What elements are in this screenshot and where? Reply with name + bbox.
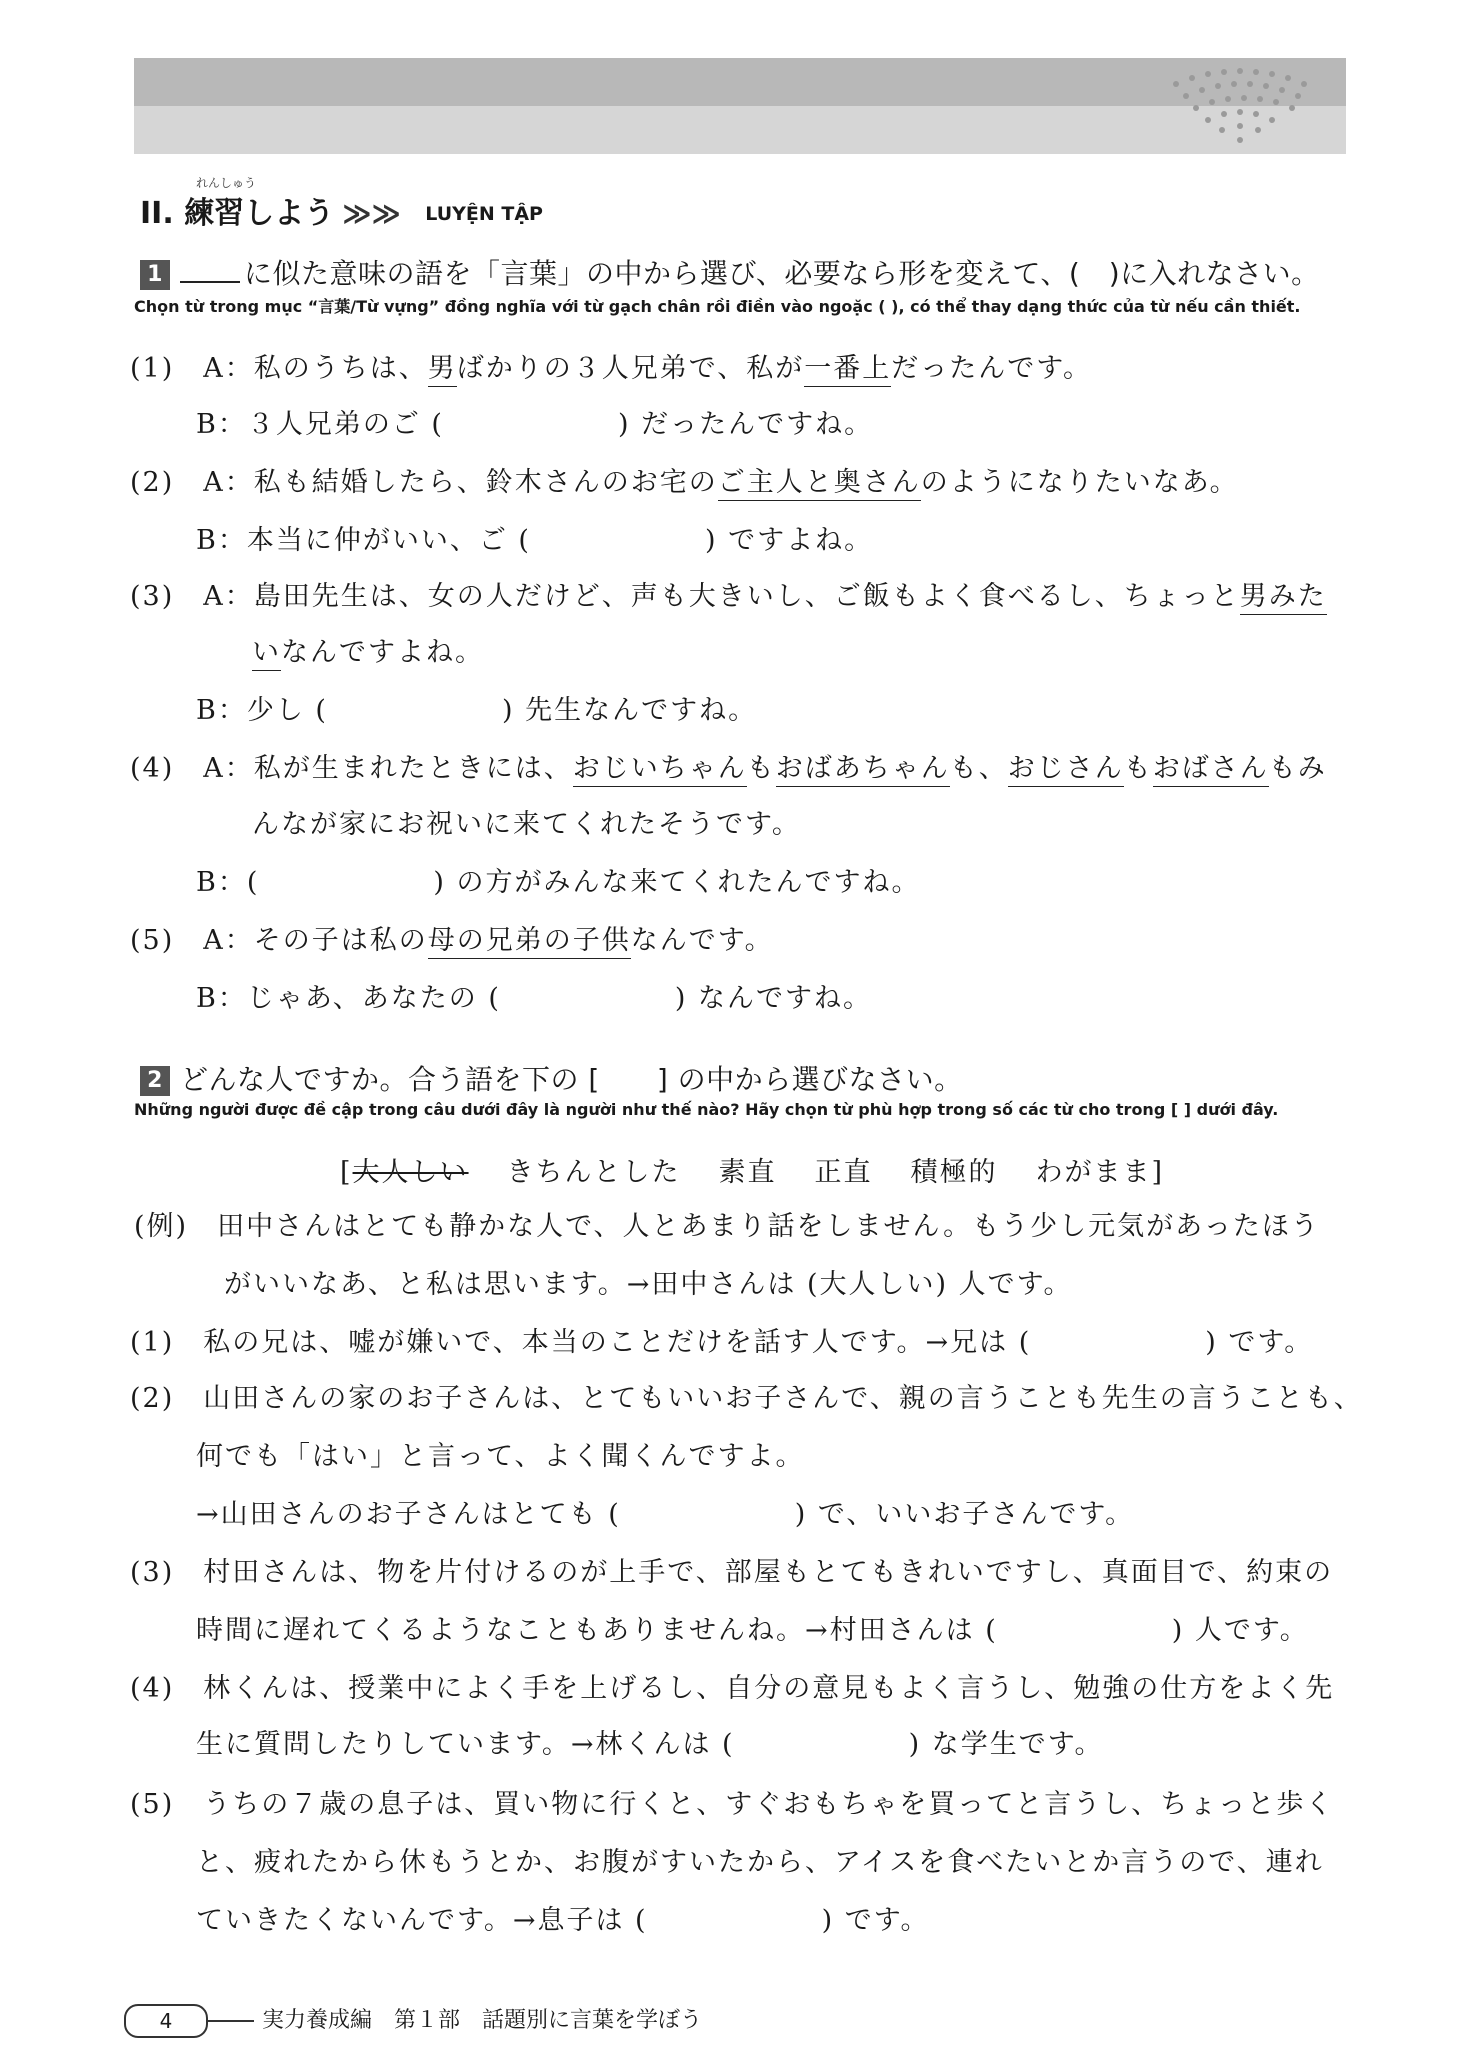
exercise1-subtitle: Chọn từ trong mục “言葉/Từ vựng” đồng nghĩa với từ gạch chân rồi điền vào ngoặc ( ), có thể thay dạng thức của từ nếu cần thiết. <box>134 297 1301 316</box>
exercise1-instruction <box>140 252 1320 292</box>
ex1-q3-b: B：少し ( ) 先生なんですね。 <box>196 695 758 726</box>
question-number: (1) <box>130 353 175 384</box>
underlined-word: い <box>252 637 281 671</box>
ex2-q4-line1: (4) 林くんは、授業中によく手を上げるし、自分の意見もよく言うし、勉強の仕方をよく先 <box>130 1673 1335 1704</box>
ex1-q4-a <box>130 746 1327 785</box>
ex2-q2-line2: 何でも「はい」と言って、よく聞くんですよ。 <box>196 1441 805 1472</box>
ex2-q5-line1: (5) うちの７歳の息子は、買い物に行くと、すぐおもちゃを買ってと言うし、ちょっと歩く <box>130 1789 1335 1820</box>
text: も <box>746 753 776 784</box>
exercise2-instruction <box>140 1058 963 1098</box>
underline-blank <box>180 257 240 283</box>
ex1-q3-a <box>130 574 1327 613</box>
ex1-q1-b: B：３人兄弟のご ( ) だったんですね。 <box>196 409 874 440</box>
underlined-word: 男みた <box>1240 581 1327 615</box>
text: A：島田先生は、女の人だけど、声も大きいし、ご飯もよく食べるし、ちょっと <box>203 581 1240 612</box>
underlined-word: おばあちゃん <box>776 753 950 787</box>
question-number: (3) <box>130 581 175 612</box>
word-choice: 素直 <box>718 1157 777 1188</box>
ex2-q4-line2: 生に質問したりしています。→林くんは ( ) な学生です。 <box>196 1729 1104 1760</box>
ex1-q2-b: B：本当に仲がいい、ご ( ) ですよね。 <box>196 525 874 556</box>
header-band <box>134 58 1346 154</box>
section-title-vi: LUYỆN TẬP <box>425 203 543 225</box>
ex2-q3-line1: (3) 村田さんは、物を片付けるのが上手で、部屋もとてもきれいですし、真面目で、約束の <box>130 1557 1334 1588</box>
question-number: (5) <box>130 925 175 956</box>
underlined-word: おばさん <box>1153 753 1269 787</box>
underlined-word: ご主人と奥さん <box>718 467 921 501</box>
underlined-word: おじいちゃん <box>573 753 747 787</box>
ex2-q2-line3: →山田さんのお子さんはとても ( ) で、いいお子さんです。 <box>196 1499 1135 1530</box>
page-footer <box>124 2003 702 2038</box>
word-choice: きちんとした <box>506 1157 681 1188</box>
exercise1-badge: 1 <box>140 260 170 290</box>
text: A：私も結婚したら、鈴木さんのお宅の <box>203 467 718 498</box>
text: も、 <box>949 753 1008 784</box>
exercise1-instruction-text: に似た意味の語を「言葉」の中から選び、必要なら形を変えて、( )に入れなさい。 <box>244 257 1320 290</box>
text: なんです。 <box>630 925 774 956</box>
section-numeral: II. <box>140 196 174 231</box>
text: ばかりの３人兄弟で、私が <box>456 353 805 384</box>
word-choice-used: 大人しい <box>352 1157 469 1188</box>
word-choice: 正直 <box>814 1157 873 1188</box>
section-title <box>140 188 543 232</box>
ex2-q3-line2: 時間に遅れてくるようなこともありませんね。→村田さんは ( ) 人です。 <box>196 1615 1309 1646</box>
text: もみ <box>1268 753 1327 784</box>
text: のようになりたいなあ。 <box>920 467 1239 498</box>
text: A：私が生まれたときには、 <box>203 753 573 784</box>
bracket-close: ] <box>1151 1157 1165 1188</box>
text: なんですよね。 <box>281 637 484 668</box>
section-title-jp: 練習しよう <box>184 196 335 231</box>
ex2-q2-line1: (2) 山田さんの家のお子さんは、とてもいいお子さんで、親の言うことも先生の言うことも、 <box>130 1383 1363 1414</box>
ex1-q1-a <box>130 346 1092 385</box>
underlined-word: 一番上 <box>804 353 891 387</box>
ex1-q2-a <box>130 460 1239 499</box>
ex1-q4-b: B：( ) の方がみんな来てくれたんですね。 <box>196 867 921 898</box>
double-arrow-icon-2: ≫ <box>371 197 393 230</box>
underlined-word: おじさん <box>1008 753 1124 787</box>
ex1-q3-a-cont <box>252 630 484 669</box>
text: だったんです。 <box>891 353 1093 384</box>
ex2-example-line1: (例) 田中さんはとても静かな人で、人とあまり話をしません。もう少し元気があったほう <box>134 1211 1320 1242</box>
footer-rule <box>208 2020 254 2022</box>
question-number: (4) <box>130 753 175 784</box>
word-choice: 積極的 <box>910 1157 998 1188</box>
text: A：その子は私の <box>203 925 428 956</box>
ex1-q5-b: B：じゃあ、あなたの ( ) なんですね。 <box>196 983 872 1014</box>
section-title-ruby: れんしゅう <box>196 176 257 190</box>
footer-text: 実力養成編 第１部 話題別に言葉を学ぼう <box>262 2008 703 2033</box>
question-number: (2) <box>130 467 175 498</box>
underlined-word: 母の兄弟の子供 <box>428 925 631 959</box>
page-number: 4 <box>124 2004 208 2038</box>
exercise2-subtitle: Những người được đề cập trong câu dưới đây là người như thế nào? Hãy chọn từ phù hợp trong số các từ cho trong [ ] dưới đây. <box>134 1100 1279 1119</box>
bracket-open: [ <box>340 1157 353 1188</box>
ex2-q5-line2: と、疲れたから休もうとか、お腹がすいたから、アイスを食べたいとか言うので、連れ <box>196 1847 1324 1878</box>
ex1-q5-a <box>130 918 774 957</box>
dot-pattern-decoration <box>1156 64 1326 154</box>
word-choice-box <box>340 1150 1164 1189</box>
exercise2-instruction-text: どんな人ですか。合う語を下の [ ] の中から選びなさい。 <box>180 1063 963 1096</box>
text: も <box>1123 753 1153 784</box>
double-arrow-icon: ≫ <box>342 197 364 230</box>
ex2-q5-line3: ていきたくないんです。→息子は ( ) です。 <box>196 1905 930 1936</box>
text: A：私のうちは、 <box>203 353 428 384</box>
underlined-word: 男 <box>428 353 457 387</box>
exercise2-badge: 2 <box>140 1066 170 1096</box>
ex2-example-line2: がいいなあ、と私は思います。→田中さんは (大人しい) 人です。 <box>224 1269 1073 1300</box>
word-choice: わがまま <box>1035 1157 1152 1188</box>
ex1-q4-a-cont: んなが家にお祝いに来てくれたそうです。 <box>252 809 801 840</box>
ex2-q1: (1) 私の兄は、嘘が嫌いで、本当のことだけを話す人です。→兄は ( ) です。 <box>130 1327 1314 1358</box>
